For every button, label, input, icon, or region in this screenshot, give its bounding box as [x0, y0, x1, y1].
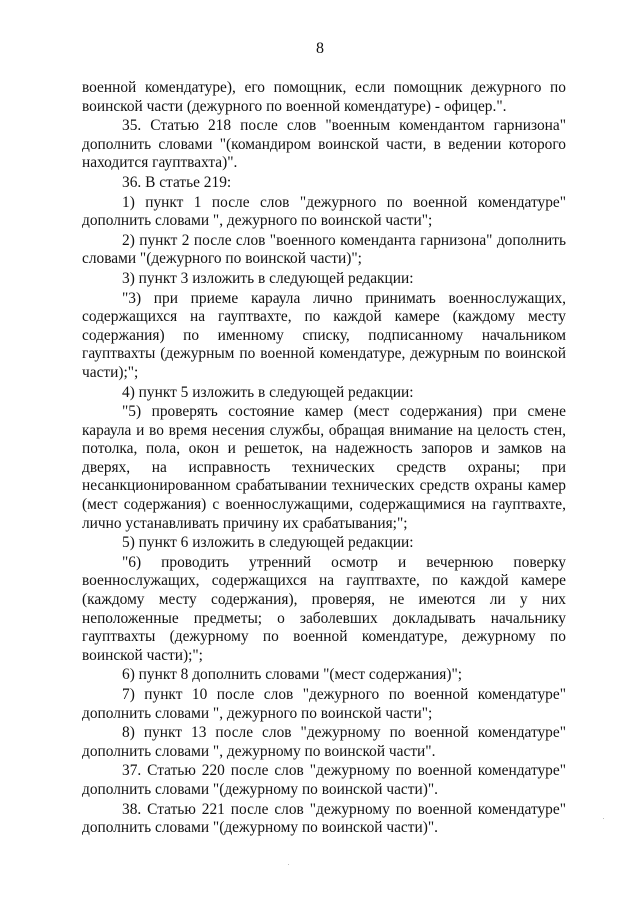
- paragraph-quote-6: "6) проводить утренний осмотр и вечернюю поверку военнослужащих, содержащихся на гауптвахте, по каждой камере (каждому месту содержания), проверяя, не имеются ли у них неположенные предметы; о заболевших докладывать начальнику гауптвахты (дежурному по военной комендатуре, дежурному по воинской части);";: [82, 553, 566, 664]
- paragraph-item-38: 38. Статью 221 после слов "дежурному по военной комендатуре" дополнить словами "(дежурному по воинской части)".: [82, 800, 566, 837]
- paragraph-subitem-1: 1) пункт 1 после слов "дежурного по военной комендатуре" дополнить словами ", дежурного по воинской части";: [82, 193, 566, 230]
- paragraph-quote-3: "3) при приеме караула лично принимать военнослужащих, содержащихся на гауптвахте, по каждой камере (каждому месту содержания) по именному списку, подписанному начальником гауптвахты (дежурным по военной комендатуре, дежурным по воинской части);";: [82, 289, 566, 381]
- paragraph-item-35: 35. Статью 218 после слов "военным комендантом гарнизона" дополнить словами "(командиром воинской части, в ведении которого находится гауптвахта)".: [82, 117, 566, 172]
- page-number: 8: [316, 40, 324, 57]
- paragraph-subitem-6: 6) пункт 8 дополнить словами "(мест содержания)";: [122, 666, 463, 684]
- paragraph-quote-5: "5) проверять состояние камер (мест содержания) при смене караула и во время несения службы, обращая внимание на целость стен, потолка, пола, окон и решеток, на надежность запоров и замков на дверях, на исправность технических средств охраны; при несанкционированном срабатывании технических средств охраны камер (мест содержания) с военнослужащими, содержащимися на гауптвахте, лично устанавливать причину их срабатывания;";: [82, 403, 566, 532]
- paragraph-subitem-4: 4) пункт 5 изложить в следующей редакции:: [122, 383, 414, 401]
- paragraph-subitem-8: 8) пункт 13 после слов "дежурному по военной комендатуре" дополнить словами ", дежурному по воинской части".: [82, 724, 566, 760]
- paragraph-subitem-7: 7) пункт 10 после слов "дежурного по военной комендатуре" дополнить словами ", дежурного по воинской части";: [82, 686, 566, 722]
- paragraph-subitem-3: 3) пункт 3 изложить в следующей редакции:: [122, 269, 414, 287]
- paragraph-continuation: военной комендатуре), его помощник, если помощник дежурного по воинской части (дежурного по военной комендатуре) - офицер.".: [82, 79, 566, 115]
- document-body: [82, 79, 566, 839]
- paragraph-item-37: 37. Статью 220 после слов "дежурному по военной комендатуре" дополнить словами "(дежурному по воинской части)".: [82, 762, 566, 798]
- paragraph-subitem-5: 5) пункт 6 изложить в следующей редакции:: [122, 534, 414, 552]
- scan-speck: [603, 818, 604, 819]
- paragraph-item-36: 36. В статье 219:: [122, 173, 232, 191]
- paragraph-subitem-2: 2) пункт 2 после слов "военного коменданта гарнизона" дополнить словами "(дежурного по воинской части)";: [82, 231, 566, 268]
- scan-speck: [288, 864, 289, 865]
